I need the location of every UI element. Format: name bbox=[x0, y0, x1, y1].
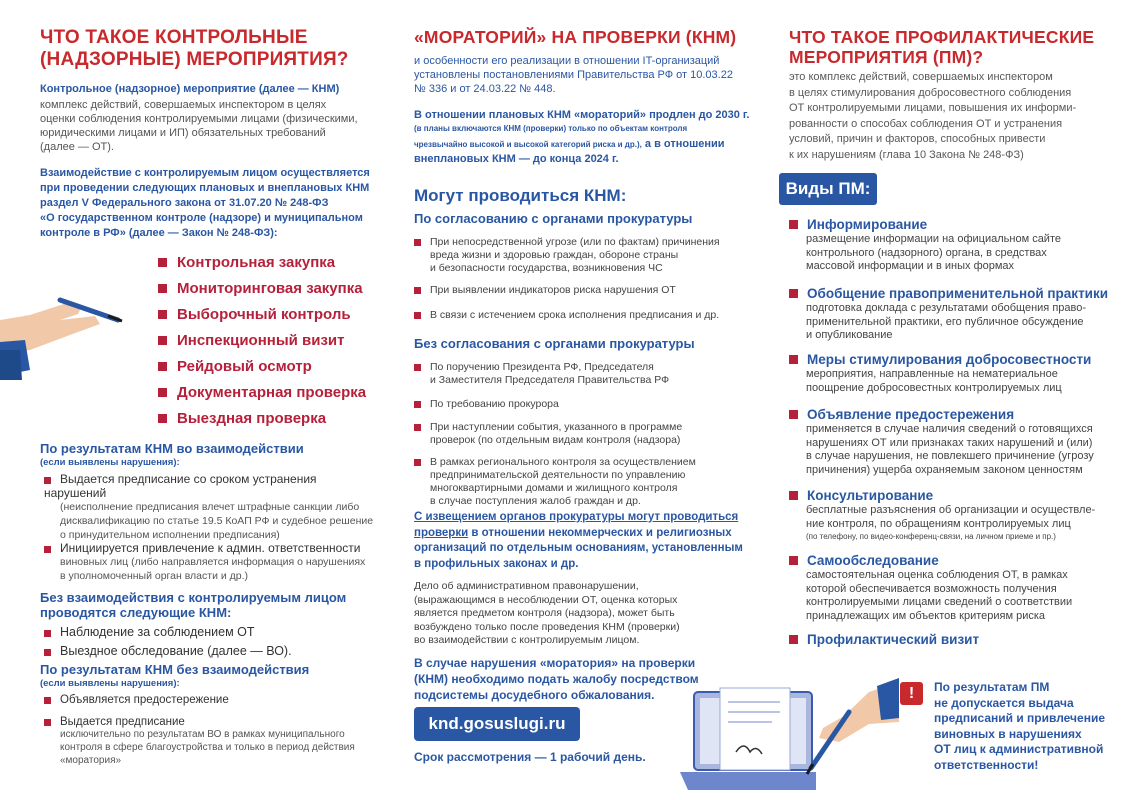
list-item: Наблюдение за соблюдением ОТ bbox=[44, 623, 292, 642]
knm-definition-title: Контрольное (надзорное) мероприятие (далее — КНМ) bbox=[40, 83, 340, 95]
hand-pen-illustration bbox=[0, 280, 125, 380]
results-interaction-subtitle: (если выявлены нарушения): bbox=[40, 457, 180, 468]
pm-type-title: Объявление предостережения bbox=[789, 407, 1014, 422]
pm-type-desc: применяется в случае наличия сведений о готовящихся нарушениях ОТ или признаках таких нарушений и (или) в случае нарушения, не повлекшего причинение (угрозу причинения) ущерба охраняемым законом ценностям bbox=[806, 423, 1094, 476]
prevention-heading: ЧТО ТАКОЕ ПРОФИЛАКТИЧЕСКИЕ МЕРОПРИЯТИЯ (ПМ)? bbox=[789, 27, 1095, 67]
no-interaction-title: Без взаимодействия с контролируемым лицом проводятся следующие КНМ: bbox=[40, 590, 347, 620]
pm-type-desc: размещение информации на официальном сайте контрольного (надзорного) органа, в средствах массовой информации и в иных формах bbox=[806, 233, 1061, 272]
warning-icon: ! bbox=[900, 682, 923, 705]
pm-type-title: Профилактический визит bbox=[789, 632, 979, 647]
prevention-intro: это комплекс действий, совершаемых инспектором в целях стимулирования добросовестного соблюдения ОТ контролируемыми лицами, повышения их информи- рованности о способах соблюдения ОТ и устранения условий, причин и факторов, способных привести к их нарушениям (глава 10 Закона № 248-ФЗ) bbox=[789, 71, 1077, 161]
no-interaction-list bbox=[44, 623, 292, 661]
may-conduct-title: Могут проводиться КНМ: bbox=[414, 186, 627, 205]
kind-item: Мониторинговая закупка bbox=[158, 280, 363, 297]
knm-heading: ЧТО ТАКОЕ КОНТРОЛЬНЫЕ (НАДЗОРНЫЕ) МЕРОПРИЯТИЯ? bbox=[40, 27, 349, 70]
pm-type-desc: мероприятия, направленные на нематериальное поощрение добросовестных контролируемых лиц bbox=[806, 368, 1062, 394]
no-agreement-item: По требованию прокурора bbox=[414, 398, 759, 411]
agreement-title: По согласованию с органами прокуратуры bbox=[414, 211, 693, 226]
knm-definition-text: комплекс действий, совершаемых инспектором в целях оценки соблюдения контролируемыми лицами (физическими, юридическими лицами и ИП) обязательных требований (далее — ОТ). bbox=[40, 99, 358, 153]
gosuslugi-link[interactable]: knd.gosuslugi.ru bbox=[414, 707, 580, 741]
pm-type-title: Меры стимулирования добросовестности bbox=[789, 352, 1091, 367]
kind-item: Выездная проверка bbox=[158, 410, 326, 427]
moratorium-intro: и особенности его реализации в отношении IT-организаций установлены постановлениями Правительства РФ от 10.03.22 № 336 и от 24.03.22 № 448. bbox=[414, 55, 733, 95]
notice-text: С извещением органов прокуратуры могут проводиться проверки в отношении некоммерческих и религиозных организаций по отдельным основаниям, установленным в профильных законах и др. bbox=[414, 511, 743, 570]
pm-types-badge: Виды ПМ: bbox=[779, 173, 877, 205]
no-agreement-title: Без согласования с органами прокуратуры bbox=[414, 336, 695, 351]
no-agreement-item: В рамках регионального контроля за осуществлением предпринимательской деятельности по управлению многоквартирными домами и жилищного контроля в случае поступления жалоб граждан и др. bbox=[414, 456, 759, 508]
admin-case-text: Дело об административном правонарушении, (выражающимся в несоблюдении ОТ, оценка которых является предметом контроля (надзора), может быть возбуждено только после проведения КНМ (проверки) во взаимодействии с контролируемым лицом. bbox=[414, 580, 680, 646]
results-interaction-item: Выдается предписание со сроком устранения нарушений (неисполнение предписания влечет штрафные санкции либо дисквалификацию по статье 19.5 КоАП РФ и судебное решение о принудительном исполнении предписания) bbox=[44, 472, 374, 541]
pm-type-title: Консультирование bbox=[789, 488, 933, 503]
results-no-interaction-item: Выдается предписание исключительно по результатам ВО в рамках муниципального контроля в сфере благоустройства и только в период действия «моратория» bbox=[44, 716, 380, 767]
kind-item: Выборочный контроль bbox=[158, 306, 351, 323]
hand-signing-illustration bbox=[789, 672, 899, 782]
column-prevention bbox=[785, 0, 1124, 800]
pm-type-desc: подготовка доклада с результатами обобщения право- применительной практики, его публичное обсуждение и опубликование bbox=[806, 302, 1087, 341]
review-term: Срок рассмотрения — 1 рабочий день. bbox=[414, 750, 646, 764]
kind-item: Инспекционный визит bbox=[158, 332, 344, 349]
interaction-text: Взаимодействие с контролируемым лицом осуществляется при проведении следующих плановых и внеплановых КНМ раздел V Федерального закона от 31.07.20 № 248-ФЗ «О государственном контроле (надзоре) и муниципальном контроле в РФ» (далее — Закон № 248-ФЗ): bbox=[40, 167, 370, 239]
agreement-item: В связи с истечением срока исполнения предписания и др. bbox=[414, 309, 759, 322]
list-item: Выездное обследование (далее — ВО). bbox=[44, 642, 292, 661]
no-agreement-item: При наступлении события, указанного в программе проверок (по отдельным видам контроля (надзора) bbox=[414, 421, 759, 447]
complaint-text: В случае нарушения «моратория» на проверки (КНМ) необходимо подать жалобу посредством подсистемы досудебного обжалования. bbox=[414, 656, 699, 702]
pm-type-title: Обобщение правоприменительной практики bbox=[789, 286, 1108, 301]
kind-item: Рейдовый осмотр bbox=[158, 358, 312, 375]
planned-knm-text: В отношении плановых КНМ «мораторий» продлен до 2030 г. (в планы включаются КНМ (проверки) только по объектам контроля чрезвычайно высокой и высокой категорий риска и др.), а в отношении внеплановых КНМ — до конца 2024 г. bbox=[414, 109, 750, 165]
pm-warning-text: По результатам ПМ не допускается выдача предписаний и привлечение виновных в нарушениях ОТ лиц к административной ответственности! bbox=[934, 680, 1105, 772]
pm-type-desc: самостоятельная оценка соблюдения ОТ, в рамках которой обеспечивается возможность получения контролируемыми лицами сведений о соответствии принадлежащих им объектов критериям риска bbox=[806, 569, 1073, 622]
kind-item: Контрольная закупка bbox=[158, 254, 335, 271]
no-agreement-item: По поручению Президента РФ, Председателя и Заместителя Председателя Правительства РФ bbox=[414, 361, 759, 387]
agreement-item: При выявлении индикаторов риска нарушения ОТ bbox=[414, 284, 759, 297]
kind-item: Документарная проверка bbox=[158, 384, 366, 401]
pm-type-title: Самообследование bbox=[789, 553, 939, 568]
moratorium-heading: «МОРАТОРИЙ» НА ПРОВЕРКИ (КНМ) bbox=[414, 27, 737, 47]
results-no-interaction-subtitle: (если выявлены нарушения): bbox=[40, 678, 180, 689]
pm-type-desc: бесплатные разъяснения об организации и осуществле- ние контроля, по обращениям контролируемых лиц (по телефону, по видео-конференц-связи, на личном приеме и пр.) bbox=[806, 504, 1096, 541]
agreement-item: При непосредственной угрозе (или по фактам) причинения вреда жизни и здоровью граждан, обороне страны и безопасности государства, возникновения ЧС bbox=[414, 236, 759, 275]
pm-type-title: Информирование bbox=[789, 217, 927, 232]
results-interaction-title: По результатам КНМ во взаимодействии bbox=[40, 441, 304, 456]
results-interaction-item: Инициируется привлечение к админ. ответственности виновных лиц (либо направляется информация о нарушениях в уполномоченный орган власти и др.) bbox=[44, 541, 380, 583]
results-no-interaction-item: Объявляется предостережение bbox=[44, 694, 229, 706]
column-knm bbox=[40, 0, 380, 800]
results-no-interaction-title: По результатам КНМ без взаимодействия bbox=[40, 662, 310, 677]
column-moratorium bbox=[414, 0, 759, 800]
